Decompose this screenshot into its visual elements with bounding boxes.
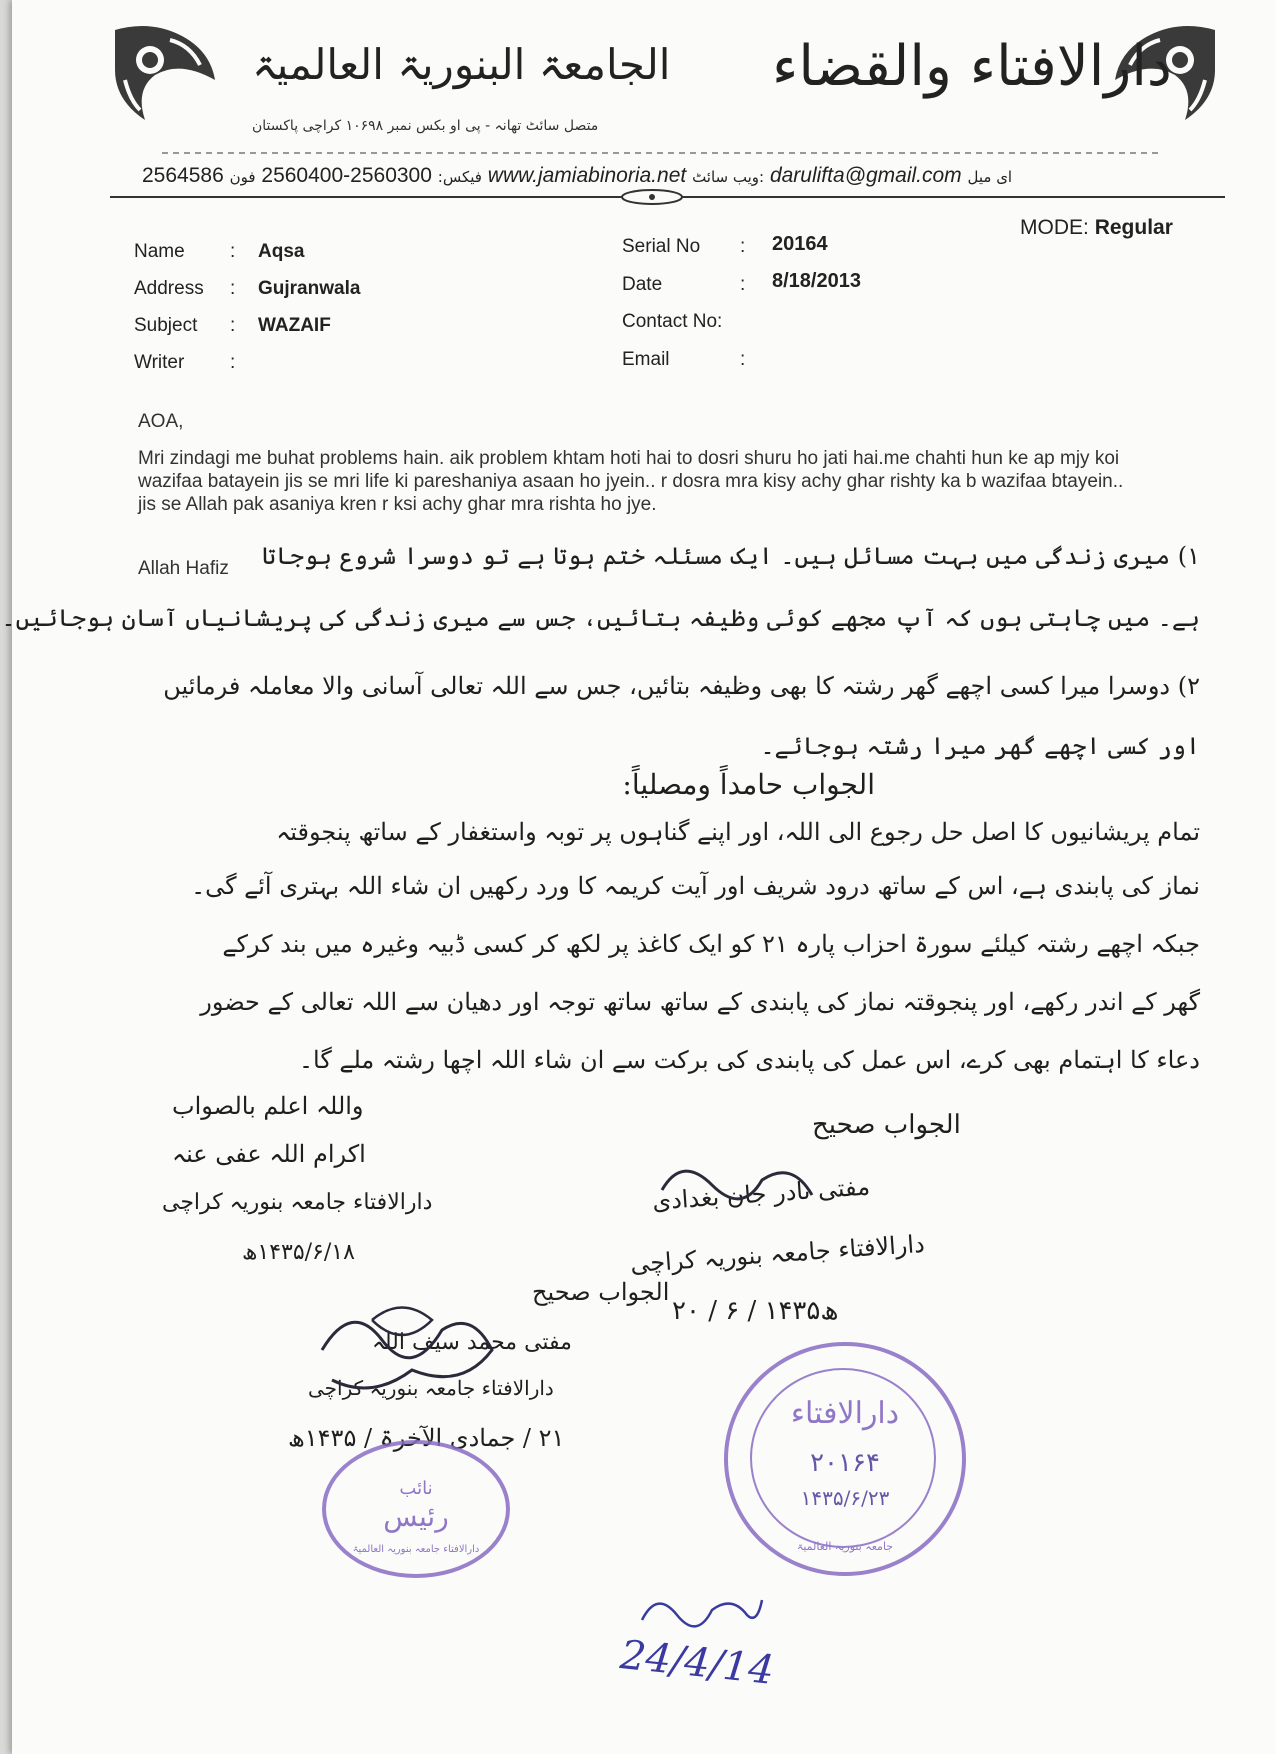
answer-line: گھر کے اندر رکھے، اور پنجوقتہ نماز کی پابندی کے ساتھ ساتھ توجہ اور دھیان سے اللہ تعالی کے حضور bbox=[200, 988, 1200, 1016]
letter-closing: Allah Hafiz bbox=[138, 558, 229, 579]
email-label: ای میل bbox=[967, 168, 1013, 186]
decorative-divider-icon bbox=[162, 146, 1162, 160]
answer-heading: الجواب حامداً ومصلیاً: bbox=[622, 768, 875, 801]
endorsement-left-date: ۲۱ / جمادی الآخرۃ / ۱۴۳۵ھ bbox=[288, 1424, 565, 1452]
center-flourish-icon bbox=[612, 186, 692, 208]
endorsement-left-name: مفتی محمد سیف اللہ bbox=[372, 1330, 572, 1355]
phone-number: 2560300-2560400 bbox=[261, 164, 432, 187]
field-name bbox=[134, 241, 185, 263]
field-label: Email bbox=[622, 349, 670, 370]
answer-author-date: ۱۴۳۵/۶/۱۸ھ bbox=[242, 1240, 355, 1265]
endorsement-left-institution: دارالافتاء جامعہ بنوریہ کراچی bbox=[308, 1376, 554, 1400]
field-sep: : bbox=[230, 241, 236, 262]
endorsement-right-institution: دارالافتاء جامعہ بنوریہ کراچی bbox=[629, 1229, 926, 1279]
mode-label: MODE: bbox=[1020, 216, 1089, 239]
field-value: 8/18/2013 bbox=[772, 270, 861, 292]
field-serial bbox=[622, 236, 700, 258]
stamp-right bbox=[724, 1342, 966, 1576]
answer-line: جبکہ اچھے رشتہ کیلئے سورۃ احزاب پارہ ۲۱ کو ایک کاغذ پر لکھ کر کسی ڈبیہ وغیرہ میں بند کرکے bbox=[222, 930, 1200, 958]
letter-greeting: AOA, bbox=[138, 411, 184, 432]
question-line: ۲) دوسرا میرا کسی اچھے گھر رشتہ کا بھی وظیفہ بتائیں، جس سے اللہ تعالی آسانی والا معاملہ فرمائیں bbox=[163, 672, 1200, 700]
website-label: ویب سائٹ: bbox=[692, 168, 765, 186]
field-subject bbox=[134, 315, 197, 337]
field-contact bbox=[622, 311, 722, 333]
question-line: ہے۔ میں چاہتی ہوں کہ آپ مجھے کوئی وظیفہ بتائیں، جس سے میری زندگی کی پریشانیاں آسان ہوجائیں۔ bbox=[1, 604, 1200, 632]
department-name: دارالافتاء والقضاء bbox=[772, 34, 1172, 99]
endorsement-right-name: مفتی نادر جان بغدادی bbox=[651, 1172, 871, 1216]
field-label: Address bbox=[134, 278, 204, 299]
email-address: darulifta@gmail.com bbox=[769, 164, 962, 187]
contact-line bbox=[142, 164, 1012, 188]
answer-author-institution: دارالافتاء جامعہ بنوریہ کراچی bbox=[162, 1190, 433, 1215]
stamp-right-ring: جامعہ بنوریہ العالمیۃ bbox=[796, 1540, 894, 1553]
question-line: ۱) میری زندگی میں بہت مسائل ہیں۔ ایک مسئلہ ختم ہوتا ہے تو دوسرا شروع ہوجاتا bbox=[261, 542, 1200, 570]
field-sep: : bbox=[230, 352, 236, 373]
field-address bbox=[134, 278, 204, 300]
field-label: Date bbox=[622, 274, 663, 295]
fax-label: فیکس: bbox=[437, 168, 482, 186]
phone-label: فون bbox=[229, 168, 256, 186]
stamp-left-top: نائب bbox=[399, 1478, 433, 1499]
field-value: Aqsa bbox=[258, 241, 305, 262]
org-subline: متصل سائٹ تھانہ - پی او بکس نمبر ۱۰۶۹۸ کراچی پاکستان bbox=[252, 118, 599, 134]
answer-line: نماز کی پابندی ہے، اس کے ساتھ درود شریف اور آیت کریمہ کا ورد رکھیں ان شاء اللہ بہتری آئے گی۔ bbox=[191, 872, 1200, 900]
field-sep: : bbox=[740, 236, 746, 257]
field-sep: : bbox=[230, 315, 236, 336]
answer-author: اکرام اللہ عفی عنہ bbox=[172, 1140, 366, 1168]
fatwa-document-page bbox=[1, 0, 1275, 1754]
signature-scribble-left-icon bbox=[312, 1290, 512, 1410]
field-label: Name bbox=[134, 241, 185, 262]
stamp-left-ring: دارالافتاء جامعہ بنوریہ العالمیۃ bbox=[352, 1544, 480, 1555]
field-sep: : bbox=[230, 278, 236, 299]
field-sep: : bbox=[740, 349, 746, 370]
initials-scribble-icon bbox=[632, 1580, 772, 1640]
signature-scribble-right-icon bbox=[652, 1150, 822, 1230]
stamp-right-serial: ۲۰۱۶۴ bbox=[810, 1448, 880, 1478]
stamp-left bbox=[322, 1440, 510, 1578]
mode-field bbox=[1020, 216, 1173, 240]
field-date bbox=[622, 274, 662, 296]
answer-closing: واللہ اعلم بالصواب bbox=[172, 1092, 364, 1120]
field-sep: : bbox=[740, 274, 746, 295]
endorsement-right-heading: الجواب صحیح bbox=[812, 1110, 961, 1140]
endorsement-right-date: ۲۰ / ۶ / ۱۴۳۵ھ bbox=[672, 1296, 839, 1326]
org-name: الجامعۃ البنوریۃ العالمیۃ bbox=[252, 40, 671, 89]
answer-line: دعاء کا اہتمام بھی کرے، اس عمل کی پابندی کی برکت سے ان شاء اللہ اچھا رشتہ ملے گا۔ bbox=[298, 1046, 1200, 1074]
field-writer bbox=[134, 352, 184, 374]
endorsement-left-heading: الجواب صحیح bbox=[532, 1278, 670, 1306]
question-line: اور کسی اچھے گھر میرا رشتہ ہوجائے۔ bbox=[760, 732, 1200, 760]
field-value: WAZAIF bbox=[258, 315, 331, 336]
field-label: Contact No: bbox=[622, 311, 723, 332]
website: www.jamiabinoria.net bbox=[487, 164, 687, 187]
field-label: Subject bbox=[134, 315, 198, 336]
field-label: Writer bbox=[134, 352, 185, 373]
letter-body: Mri zindagi me buhat problems hain. aik problem khtam hoti hai to dosri shuru ho jati hai.me chahti hun ke ap mjy koi wazifaa batayein jis se mri life ki pareshaniya asaan ho jyein.. r dosra mra kisy achy ghar rishty ka b wazifaa btayein.. jis se Allah pak asaniya kren r ksi achy ghar mra rishta ho jye. bbox=[138, 448, 1124, 515]
answer-line: تمام پریشانیوں کا اصل حل رجوع الی اللہ، اور اپنے گناہوں پر توبہ واستغفار کے ساتھ پنجوقتہ bbox=[276, 818, 1200, 846]
field-value: 20164 bbox=[772, 233, 828, 255]
fax-number: 2564586 bbox=[142, 164, 224, 187]
stamp-right-date: ۱۴۳۵/۶/۲۳ bbox=[800, 1486, 890, 1510]
field-label: Serial No bbox=[622, 236, 701, 257]
corner-ornament-left-icon bbox=[110, 20, 220, 130]
field-email bbox=[622, 349, 670, 371]
footer-date: 24/4/14 bbox=[618, 1632, 777, 1694]
stamp-left-main: رئیس bbox=[383, 1500, 449, 1533]
stamp-right-title: دارالافتاء bbox=[790, 1396, 900, 1431]
field-value: Gujranwala bbox=[258, 278, 361, 299]
mode-value: Regular bbox=[1094, 216, 1173, 239]
